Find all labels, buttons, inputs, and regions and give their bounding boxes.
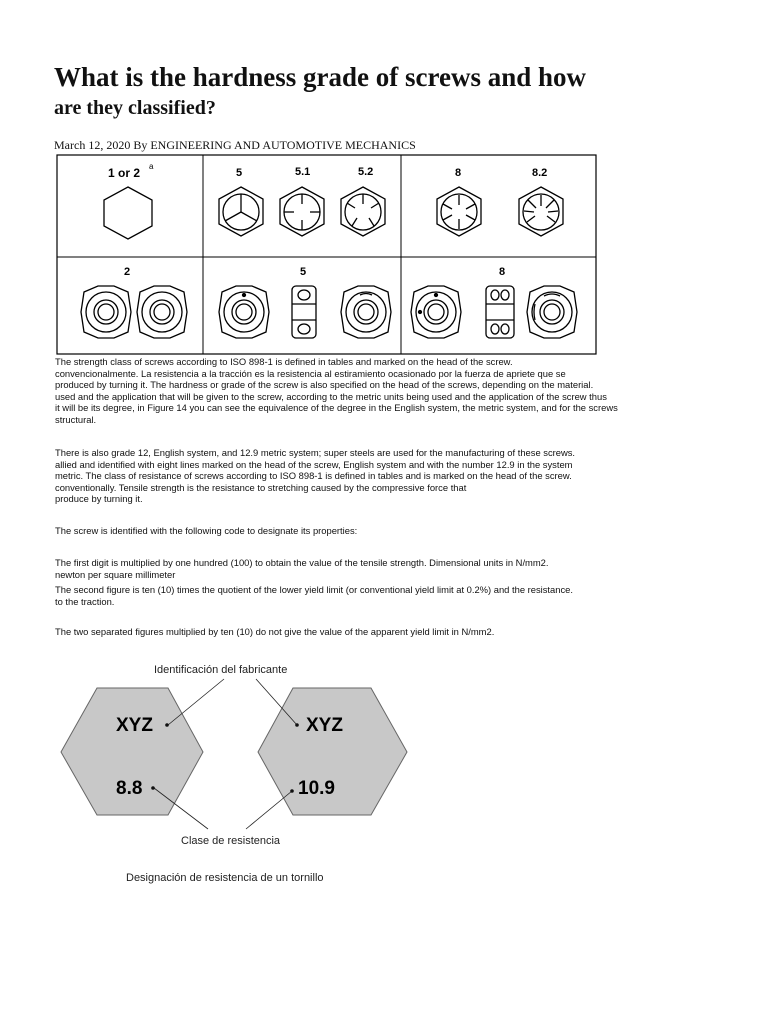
bolt-head-grade-8-icon <box>437 187 481 236</box>
left-strength-class: 8.8 <box>116 778 143 799</box>
article-title: What is the hardness grade of screws and how <box>54 62 587 92</box>
bolt-designation-figure <box>56 655 416 890</box>
bolt-head-plain-icon <box>104 187 152 239</box>
manufacturer-id-label: Identificación del fabricante <box>154 664 288 676</box>
paragraph-code-intro: The screw is identified with the following code to designate its properties: <box>55 525 358 536</box>
paragraph-strength-class: The strength class of screws according to ISO 898-1 is defined in tables and marked on the head of the screw. convencionalmente. La resistencia a la tracción es la resistencia al estiramiento ocasionado por la fuerza de apriete que se produced by turning it. The hardness or grade of the screw is also specified on the head of the screws, depending on the material. used and the application that will be given to the screw, according to the metric units being used and the application of the screw thus it will be its degree, in Figure 14 you can see the equivalence of the degree in the English system, the metric system, and for the screws structural. <box>55 356 618 425</box>
left-manufacturer-mark: XYZ <box>116 715 153 736</box>
bolt-head-grade-5-icon <box>219 187 263 236</box>
right-manufacturer-mark: XYZ <box>306 715 343 736</box>
nut-grade-2-top-icon <box>137 286 187 338</box>
nut-grade-label-8: 8 <box>499 266 506 278</box>
nut-grade-5-angled-icon <box>341 286 391 338</box>
nut-grade-5-side-icon <box>292 286 316 338</box>
bolt-grade-markings-figure <box>56 154 598 356</box>
paragraph-separated-figures: The two separated figures multiplied by ten (10) do not give the value of the apparent yield limit in N/mm2. <box>55 626 495 637</box>
nut-grade-label-5: 5 <box>300 266 307 278</box>
nut-grade-8-angled-icon <box>527 286 577 338</box>
strength-class-label: Clase de resistencia <box>181 835 281 847</box>
paragraph-grade-12: There is also grade 12, English system, and 12.9 metric system; super steels are used for the manufacturing of these screws. allied and identified with eight lines marked on the head of the screw, English system and with the number 12.9 in the system metric. The class of resistance of screws according to ISO 898-1 is defined in tables and is marked on the head of the screw. conventionally. Tensile strength is the resistance to stretching caused by the compressive force that produce by turning it. <box>55 447 576 504</box>
bolt-head-grade-8-2-icon <box>519 187 563 236</box>
grade-label-5-1: 5.1 <box>295 166 311 178</box>
article-title-continued: are they classified? <box>54 97 216 119</box>
grade-label-8: 8 <box>455 167 462 179</box>
nut-grade-8-side-icon <box>486 286 514 338</box>
nut-grade-label-2: 2 <box>124 266 131 278</box>
grade-label-1-or-2: 1 or 2 <box>108 166 141 180</box>
bullet-first-digit: The first digit is multiplied by one hundred (100) to obtain the value of the tensile strength. Dimensional units in N/mm2. newton per square millimeter <box>55 557 549 580</box>
nut-grade-8-top-icon <box>411 286 461 338</box>
grade-label-8-2: 8.2 <box>532 167 548 179</box>
right-strength-class: 10.9 <box>298 778 335 799</box>
nut-grade-5-top-icon <box>219 286 269 338</box>
article-byline: March 12, 2020 By ENGINEERING AND AUTOMOTIVE MECHANICS <box>54 138 416 152</box>
bullet-second-figure: The second figure is ten (10) times the quotient of the lower yield limit (or conventional yield limit at 0.2%) and the resistance. to the traction. <box>55 584 573 607</box>
grade-label-5-2: 5.2 <box>358 166 374 178</box>
nut-grade-2-icon <box>81 286 131 338</box>
bolt-head-grade-5-2-icon <box>341 187 385 236</box>
bolt-head-grade-5-1-icon <box>280 187 324 236</box>
figure-caption: Designación de resistencia de un tornillo <box>126 872 324 884</box>
footnote-mark: a <box>149 162 154 171</box>
grade-label-5: 5 <box>236 167 243 179</box>
